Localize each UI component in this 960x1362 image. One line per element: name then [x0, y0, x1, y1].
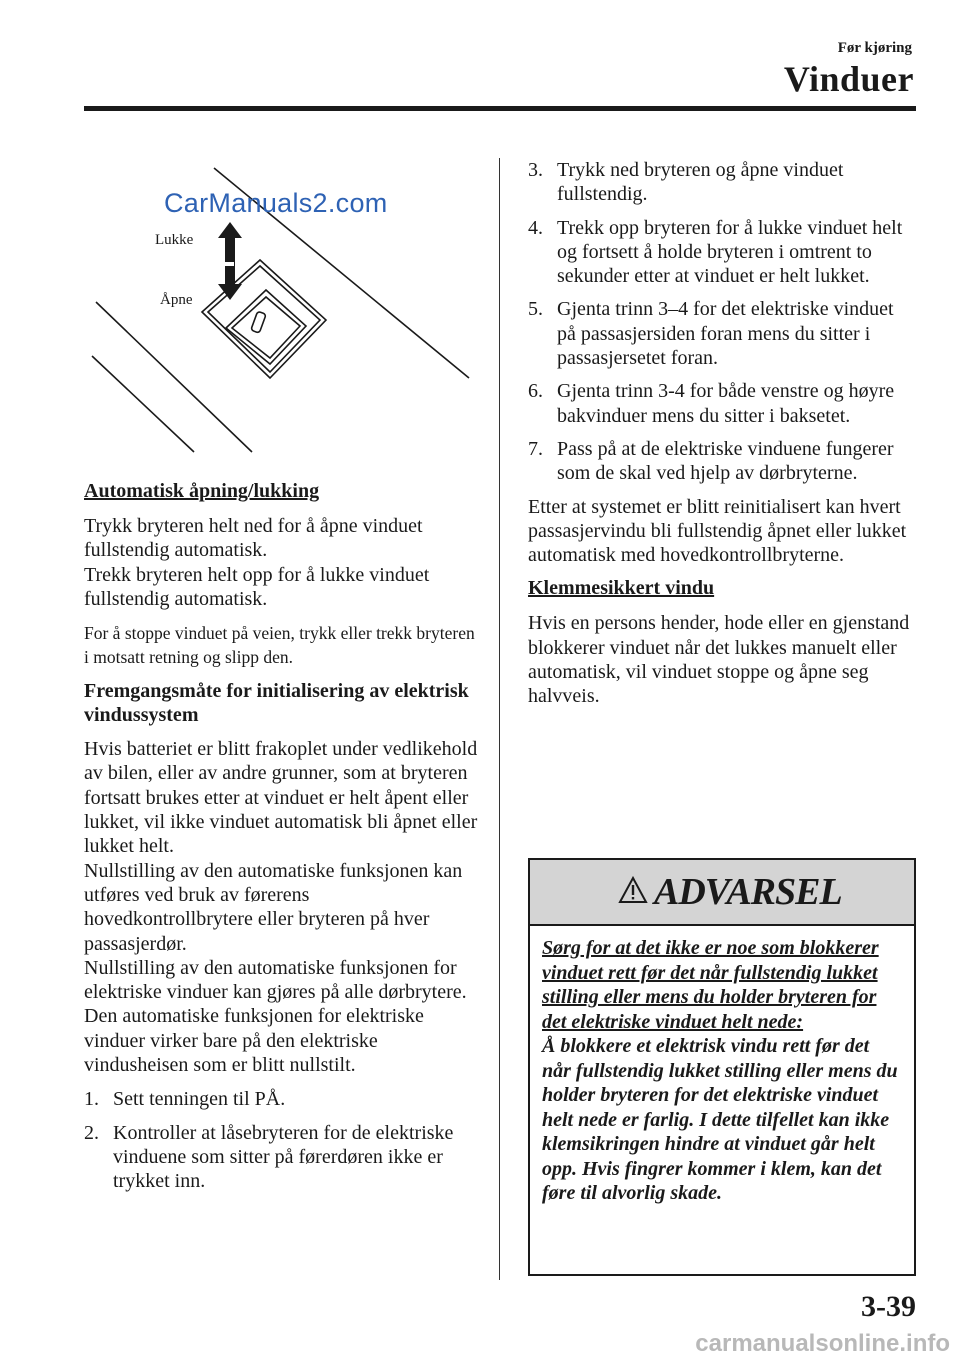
right-column: [528, 158, 914, 709]
paragraph: Trekk bryteren helt opp for å lukke vinduet fullstendig automatisk.: [84, 563, 430, 610]
list-item: [528, 216, 914, 289]
page-number: 3-39: [861, 1290, 916, 1323]
step-list: [84, 1087, 479, 1193]
step-number: 3.: [528, 159, 543, 181]
list-item: [528, 437, 914, 486]
label-close: Lukke: [155, 232, 194, 248]
list-item: [528, 379, 914, 428]
auto-heading: Automatisk åpning/lukking: [84, 480, 320, 502]
warning-box: [528, 858, 916, 1276]
paragraph: Trykk bryteren helt ned for å åpne vinduet fullstendig automatisk.: [84, 515, 423, 562]
watermark: CarManuals2.com: [164, 188, 388, 218]
step-text: Trekk opp bryteren for å lukke vinduet helt og fortsett å holde bryteren i omtrent to sekunder etter at vinduet er helt lukket.: [557, 216, 903, 288]
step-number: 6.: [528, 380, 543, 403]
paragraph: Nullstilling av den automatiske funksjonen kan utføres ved bruk av førerens hovedkontrollbrytere eller bryteren på hver passasjerdør.: [84, 859, 463, 955]
step-number: 4.: [528, 216, 543, 239]
step-text: Gjenta trinn 3–4 for det elektriske vinduet på passasjersiden foran mens du sitter i passasjersetet foran.: [557, 298, 894, 370]
step-text: Pass på at de elektriske vinduene fungerer som de skal ved hjelp av dørbryterne.: [557, 437, 894, 485]
warning-body: [530, 926, 914, 1206]
step-number: 2.: [84, 1121, 99, 1144]
arrow-icon: [218, 222, 242, 300]
list-item: [528, 297, 914, 370]
step-number: 5.: [528, 298, 543, 321]
step-list: [528, 158, 914, 486]
left-column: [84, 478, 479, 1203]
list-item: [84, 1087, 479, 1111]
paragraph: Hvis batteriet er blitt frakoplet under vedlikehold av bilen, eller av andre grunner, som at bryteren fortsatt brukes etter at vinduet er helt åpent eller lukket, vil ikke vinduet automatisk bli åpnet eller lukket helt.: [84, 738, 478, 858]
warning-title: ADVARSEL: [654, 871, 842, 913]
page-title: Vinduer: [783, 59, 914, 99]
list-item: [84, 1121, 479, 1194]
column-divider: [499, 158, 500, 1280]
paragraph: Etter at systemet er blitt reinitialisert kan hvert passasjervindu bli fullstendig åpnet eller lukket automatisk med hovedkontrollbryterne.: [528, 495, 907, 567]
step-text: Kontroller at låsebryteren for de elektriske vinduene som sitter på førerdøren ikke er trykket inn.: [113, 1121, 454, 1193]
switch-housing: [202, 260, 326, 378]
warning-lead: Sørg for at det ikke er noe som blokkerer vinduet rett før det når fullstendig lukket stilling eller mens du holder bryteren for det elektriske vinduet helt nede:: [542, 937, 879, 1033]
step-number: 7.: [528, 437, 543, 460]
paragraph: Nullstilling av den automatiske funksjonen for elektriske vinduer kan gjøres på alle dørbrytere. Den automatiske funksjonen for elektriske vinduer virker bare på den elektriske vindusheisen som er blitt nullstilt.: [84, 956, 467, 1077]
window-edge-line: [92, 356, 194, 452]
warning-triangle-icon: [618, 876, 648, 904]
step-number: 1.: [84, 1088, 99, 1111]
step-text: Gjenta trinn 3-4 for både venstre og høyre bakvinduer mens du sitter i baksetet.: [557, 380, 895, 427]
label-open: Åpne: [160, 292, 193, 308]
header-rule: [84, 106, 916, 111]
pinch-heading: Klemmesikkert vindu: [528, 577, 715, 600]
note: For å stoppe vinduet på veien, trykk eller trekk bryteren i motsatt retning og slipp den.: [84, 623, 475, 668]
warning-text: Å blokkere et elektrisk vindu rett før det når fullstendig lukket stilling eller mens du holder bryteren for det elektriske vinduet helt nede er farlig. I dette tilfellet kan ikke klemsikringen hindre at vinduet går helt opp. Hvis fingrer kommer i klem, kan det føre til alvorlig skade.: [542, 1035, 898, 1204]
step-text: Sett tenningen til PÅ.: [113, 1088, 286, 1111]
warning-header: [530, 860, 914, 926]
paragraph: Hvis en persons hender, hode eller en gjenstand blokkerer vinduet når det lukkes manuelt eller automatisk, vil vinduet stoppe og åpne seg halvveis.: [528, 612, 910, 708]
list-item: [528, 158, 914, 207]
init-heading: Fremgangsmåte for initialisering av elektrisk vindussystem: [84, 680, 469, 727]
section-title: Før kjøring: [837, 40, 912, 56]
footer-watermark: carmanualsonline.info: [695, 1330, 950, 1357]
step-text: Trykk ned bryteren og åpne vinduet fullstendig.: [557, 159, 844, 206]
